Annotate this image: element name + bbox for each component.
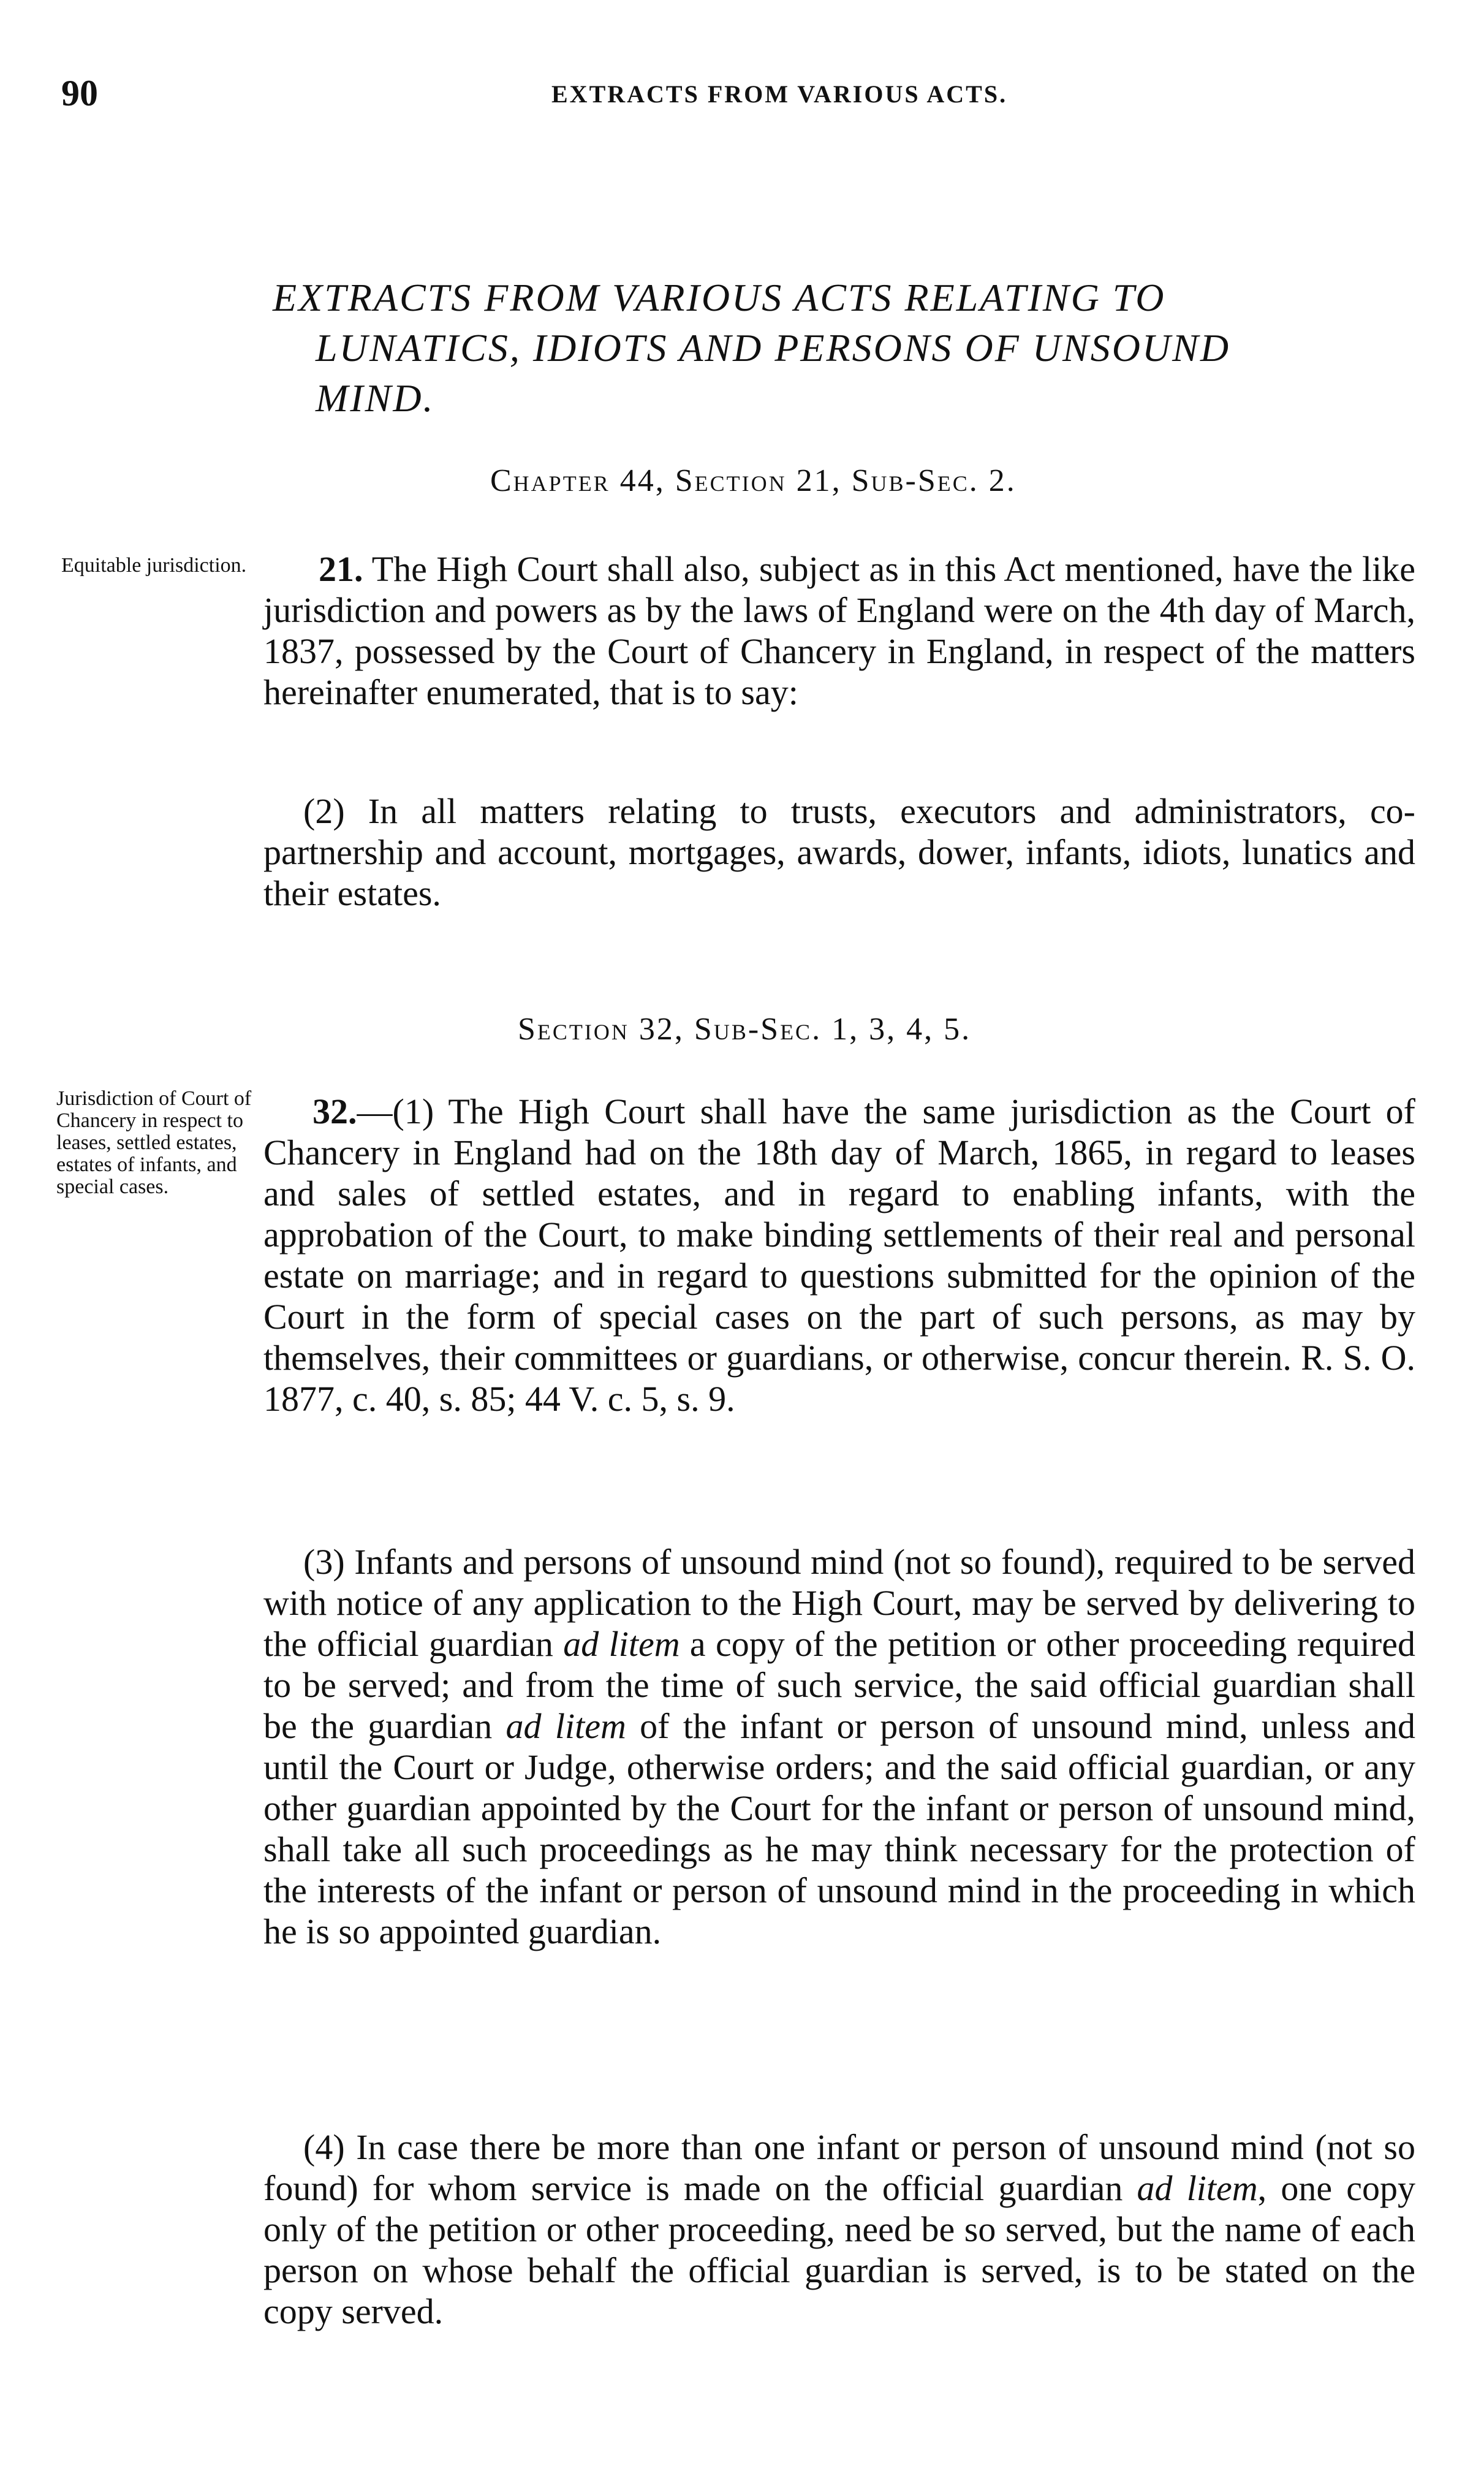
sub3-text-c: of the infant or person of unsound mind, unless and until the Court or Judge, otherwise orders; and the said official guardian, or any other guardian appointed by the Court for the infant or person of unsound mind, shall take all such proceedings as he may think necessary for the protection of the interests of the infant or person of unsound mind in the proceeding in which he is so appointed guardian.: [263, 1706, 1415, 1951]
para-number-21: 21.: [319, 549, 363, 589]
sub3-text-b: a copy of the petition or other proceeding required to be served; and from the time of such service, the said official guardian shall be the guardian: [263, 1624, 1415, 1746]
paragraph-32: [263, 1091, 1415, 1419]
sub3-text-a: (3) Infants and persons of unsound mind (not so found), required to be served with notice of any application to the High Court, may be served by delivering to the official guardian: [263, 1542, 1415, 1664]
margin-note-jurisdiction: Jurisdiction of Court of Chancery in respect to leases, settled estates, estates of infants, and special cases.: [56, 1087, 252, 1198]
paragraph-21: [263, 548, 1415, 713]
margin-note-equitable: Equitable jurisdiction.: [61, 554, 247, 577]
title-line-1: EXTRACTS FROM VARIOUS ACTS RELATING TO: [273, 276, 1166, 319]
running-head: EXTRACTS FROM VARIOUS ACTS.: [551, 80, 1008, 108]
subsection-4: [263, 2127, 1415, 2332]
page-number: 90: [61, 73, 98, 113]
title-line-2: LUNATICS, IDIOTS AND PERSONS OF UNSOUND: [316, 326, 1231, 370]
sub4-text-a: (4) In case there be more than one infant or person of unsound mind (not so found) for whom service is made on the official guardian: [263, 2127, 1415, 2208]
section-heading-2: Section 32, Sub-Sec. 1, 3, 4, 5.: [518, 1012, 972, 1047]
sub3-italic-2: ad litem: [505, 1706, 626, 1746]
section-heading-1: Chapter 44, Section 21, Sub-Sec. 2.: [490, 463, 1016, 498]
para-text-21: The High Court shall also, subject as in this Act mentioned, have the like jurisdiction and powers as by the laws of England were on the 4th day of March, 1837, possessed by the Court of Chancery in England, in respect of the matters hereinafter enumerated, that is to say:: [263, 549, 1415, 712]
sub4-text-b: , one copy only of the petition or other proceeding, need be so served, but the name of each person on whose behalf the official guardian is served, is to be stated on the copy served.: [263, 2168, 1415, 2331]
subsection-3: [263, 1541, 1415, 1952]
sub3-italic-1: ad litem: [563, 1624, 680, 1664]
document-title: [273, 273, 1437, 423]
para-number-32: 32.: [312, 1091, 357, 1131]
para-text-32: —(1) The High Court shall have the same jurisdiction as the Court of Chancery in England had on the 18th day of March, 1865, in regard to leases and sales of settled estates, and in regard to enabling infants, with the approbation of the Court, to make binding settlements of their real and personal estate on marriage; and in regard to questions submitted for the opinion of the Court in the form of special cases on the part of such persons, as may by themselves, their committees or guardians, or otherwise, concur therein. R. S. O. 1877, c. 40, s. 85; 44 V. c. 5, s. 9.: [263, 1091, 1415, 1419]
title-line-3: MIND.: [316, 376, 435, 420]
subsection-2: (2) In all matters relating to trusts, executors and administrators, co-partnership and account, mortgages, awards, dower, infants, idiots, lunatics and their estates.: [263, 791, 1415, 913]
sub4-italic: ad litem: [1137, 2168, 1258, 2208]
